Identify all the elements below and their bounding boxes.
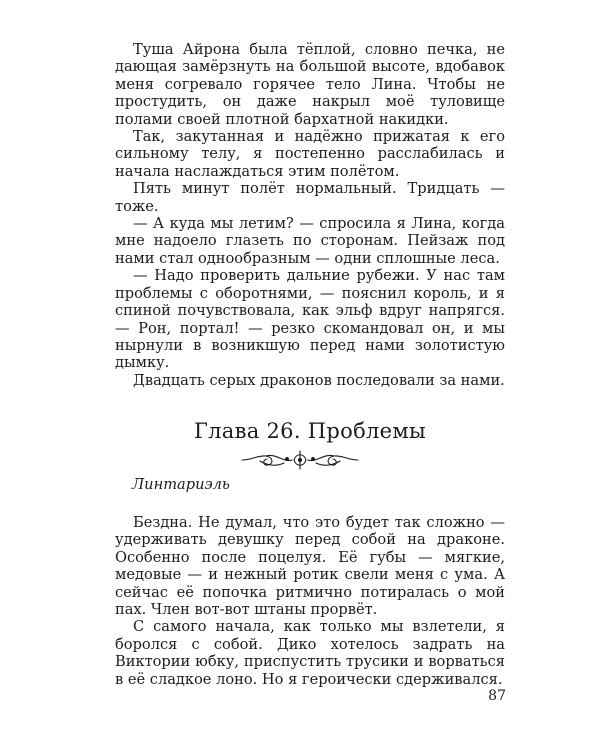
flourish-divider-icon <box>240 447 360 473</box>
paragraph: Пять минут полёт нормальный. Тридцать — тоже. <box>115 180 505 215</box>
pov-character-name: Линтариэль <box>132 476 230 493</box>
paragraph: Двадцать серых драконов последовали за нами. <box>133 371 505 389</box>
text-block-top <box>115 41 505 389</box>
paragraph: — Надо проверить дальние рубежи. У нас там проблемы с оборотнями, — пояснил король, и я спиной почувствовала, как эльф вдруг напрягся. — Рон, портал! — резко скомандовал он, и мы нырнули в возникшую перед нами золотистую дымку. <box>115 267 505 372</box>
chapter-title: Глава 26. Проблемы <box>193 419 427 443</box>
text-block-bottom <box>115 514 505 688</box>
paragraph: С самого начала, как только мы взлетели, я боролся с собой. Дико хотелось задрать на Виктории юбку, приспустить трусики и ворваться в её сладкое лоно. Но я героически сдерживался. <box>115 618 505 688</box>
paragraph: Бездна. Не думал, что это будет так сложно — удерживать девушку перед собой на драконе. Особенно после поцелуя. Её губы — мягкие, медовые — и нежный ротик свели меня с ума. А сейчас её попочка ритмично потиралась о мой пах. Член вот-вот штаны прорвёт. <box>115 514 505 619</box>
page-number: 87 <box>488 688 506 704</box>
paragraph: Так, закутанная и надёжно прижатая к его сильному телу, я постепенно расслабилась и начала наслаждаться этим полётом. <box>115 128 505 180</box>
paragraph: — А куда мы летим? — спросила я Лина, когда мне надоело глазеть по сторонам. Пейзаж под нами стал однообразным — одни сплошные леса. <box>115 215 505 267</box>
paragraph: Туша Айрона была тёплой, словно печка, не дающая замёрзнуть на большой высоте, вдобавок меня согревало горячее тело Лина. Чтобы не простудить, он даже накрыл моё туловище полами своей плотной бархатной накидки. <box>115 41 505 128</box>
